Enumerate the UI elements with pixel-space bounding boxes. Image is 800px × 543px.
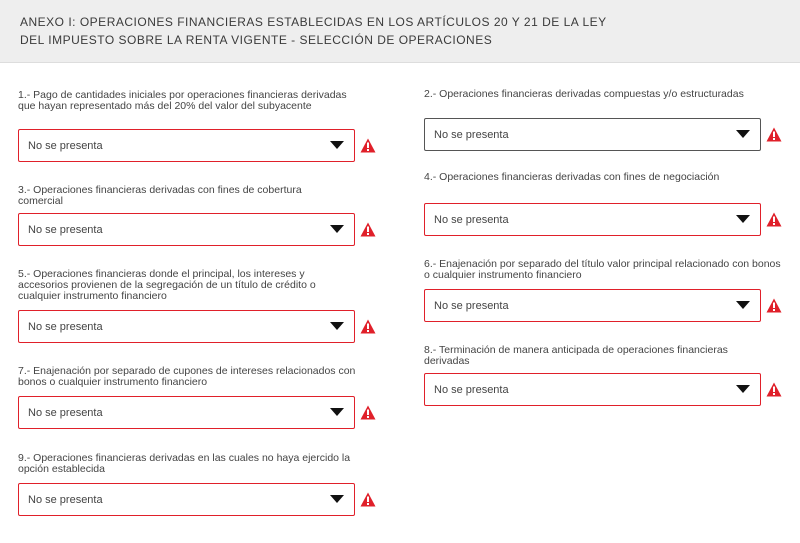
operation-select-5[interactable] bbox=[18, 310, 355, 343]
caret-down-icon bbox=[330, 495, 344, 503]
warning-icon bbox=[766, 382, 782, 397]
operation-field-5 bbox=[18, 268, 398, 333]
warning-icon bbox=[360, 138, 376, 153]
operation-select-4[interactable] bbox=[424, 203, 761, 236]
caret-down-icon bbox=[330, 225, 344, 233]
page-title bbox=[20, 13, 780, 49]
operation-field-1 bbox=[18, 89, 398, 152]
operation-label-1: 1.- Pago de cantidades iniciales por operaciones financieras derivadas que hayan representado más del 20% del valor del subyacente bbox=[18, 89, 347, 112]
select-value: No se presenta bbox=[28, 224, 103, 236]
warning-icon bbox=[766, 298, 782, 313]
warning-icon bbox=[360, 319, 376, 334]
caret-down-icon bbox=[330, 141, 344, 149]
operation-select-2[interactable] bbox=[424, 118, 761, 151]
select-value: No se presenta bbox=[28, 321, 103, 333]
warning-icon bbox=[766, 212, 782, 227]
operation-label-8: 8.- Terminación de manera anticipada de operaciones financieras derivadas bbox=[424, 344, 728, 367]
select-value: No se presenta bbox=[434, 214, 509, 226]
select-value: No se presenta bbox=[28, 407, 103, 419]
caret-down-icon bbox=[736, 215, 750, 223]
operation-field-4 bbox=[424, 171, 800, 226]
operation-field-7 bbox=[18, 365, 398, 419]
operation-label-3: 3.- Operaciones financieras derivadas con fines de cobertura comercial bbox=[18, 184, 302, 207]
caret-down-icon bbox=[330, 408, 344, 416]
operation-field-8 bbox=[424, 344, 800, 396]
page-title-line-2: DEL IMPUESTO SOBRE LA RENTA VIGENTE - SELECCIÓN DE OPERACIONES bbox=[20, 33, 493, 47]
operation-field-9 bbox=[18, 452, 398, 506]
page-title-line-1: ANEXO I: OPERACIONES FINANCIERAS ESTABLECIDAS EN LOS ARTÍCULOS 20 Y 21 DE LA LEY bbox=[20, 15, 607, 29]
page-header bbox=[0, 0, 800, 63]
operation-select-3[interactable] bbox=[18, 213, 355, 246]
caret-down-icon bbox=[736, 301, 750, 309]
select-value: No se presenta bbox=[434, 384, 509, 396]
select-value: No se presenta bbox=[434, 300, 509, 312]
warning-icon bbox=[766, 127, 782, 142]
operation-label-9: 9.- Operaciones financieras derivadas en las cuales no haya ejercido la opción establecida bbox=[18, 452, 351, 475]
caret-down-icon bbox=[736, 130, 750, 138]
operation-select-7[interactable] bbox=[18, 396, 355, 429]
select-value: No se presenta bbox=[434, 129, 509, 141]
operation-field-3 bbox=[18, 184, 398, 236]
warning-icon bbox=[360, 222, 376, 237]
operation-select-9[interactable] bbox=[18, 483, 355, 516]
operation-label-2: 2.- Operaciones financieras derivadas compuestas y/o estructuradas bbox=[424, 88, 744, 100]
operation-select-8[interactable] bbox=[424, 373, 761, 406]
operation-field-2 bbox=[424, 88, 800, 141]
operation-label-5: 5.- Operaciones financieras donde el principal, los intereses y accesorios provienen de la segregación de un título de crédito o cualquier instrumento financiero bbox=[18, 268, 316, 302]
operation-select-6[interactable] bbox=[424, 289, 761, 322]
operation-label-6: 6.- Enajenación por separado del título valor principal relacionado con bonos o cualquier instrumento financiero bbox=[424, 258, 781, 281]
operation-select-1[interactable] bbox=[18, 129, 355, 162]
caret-down-icon bbox=[330, 322, 344, 330]
caret-down-icon bbox=[736, 385, 750, 393]
warning-icon bbox=[360, 405, 376, 420]
select-value: No se presenta bbox=[28, 140, 103, 152]
select-value: No se presenta bbox=[28, 494, 103, 506]
warning-icon bbox=[360, 492, 376, 507]
operation-label-4: 4.- Operaciones financieras derivadas con fines de negociación bbox=[424, 171, 720, 183]
operation-field-6 bbox=[424, 258, 800, 312]
operation-label-7: 7.- Enajenación por separado de cupones de intereses relacionados con bonos o cualquier instrumento financiero bbox=[18, 365, 356, 388]
